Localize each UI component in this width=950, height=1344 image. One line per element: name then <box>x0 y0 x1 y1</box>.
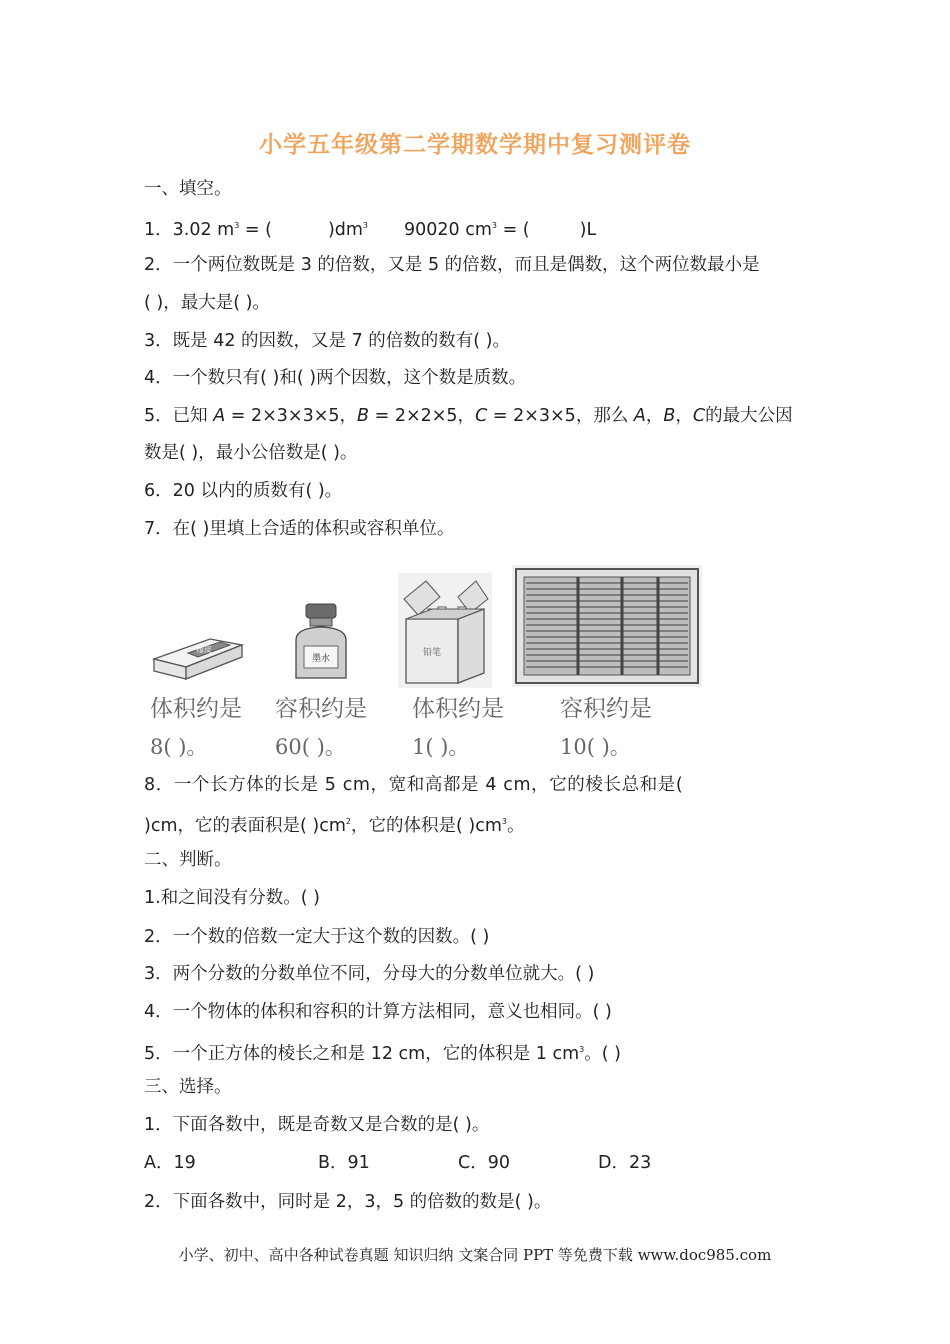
section-fill-heading: 一、填空。 <box>144 179 232 199</box>
figure-caption-2: 容积约是 <box>275 696 367 722</box>
fill-q2-line1: 2．一个两位数既是 3 的倍数，又是 5 的倍数，而且是偶数，这个两位数最小是 <box>144 255 760 275</box>
fill-q8-text-2: ，它的体积是( )cm <box>350 816 502 836</box>
cabinet-illustration <box>512 565 702 687</box>
fill-q2-line2: ( )，最大是( )。 <box>144 293 270 313</box>
choice-option-a: A．19 <box>144 1153 196 1173</box>
section-judge-heading: 二、判断。 <box>144 850 232 870</box>
fill-q8-text-1: )cm，它的表面积是( )cm <box>144 816 346 836</box>
fill-q5-text-5: ， <box>645 406 664 426</box>
fill-q8-sup-2: 2 <box>345 817 351 826</box>
figure-caption-4: 容积约是 <box>560 696 652 722</box>
figure-value-3: 1( )。 <box>412 735 470 759</box>
choice-option-c: C．90 <box>458 1153 510 1173</box>
fill-q1-part-f: )L <box>579 220 597 240</box>
eraser-illustration <box>148 615 248 685</box>
pencil-box-illustration <box>398 573 492 688</box>
section-choice-heading: 三、选择。 <box>144 1077 232 1097</box>
fill-q1-sup-3: 3 <box>491 221 498 230</box>
fill-q8-line1: 8．一个长方体的长是 5 cm，宽和高都是 4 cm，它的棱长总和是( <box>144 775 684 795</box>
var-a: A <box>213 406 226 426</box>
judge-q4: 4．一个物体的体积和容积的计算方法相同，意义也相同。( ) <box>144 1002 612 1022</box>
page-title: 小学五年级第二学期数学期中复习测评卷 <box>259 132 691 158</box>
judge-q5-text-1: 5．一个正方体的棱长之和是 12 cm，它的体积是 1 cm <box>144 1044 580 1064</box>
fill-q5-text-4: = 2×3×5，那么 <box>487 406 634 426</box>
fill-q5-text-2: = 2×3×3×5， <box>225 406 358 426</box>
choice-q1-options <box>144 1151 651 1175</box>
fill-q3: 3．既是 42 的因数，又是 7 的倍数的数有( )。 <box>144 331 511 351</box>
fill-q5-text-1: 5．已知 <box>144 406 214 426</box>
fill-q8-text-3: 。 <box>506 816 525 836</box>
fill-q1-sup-1: 3 <box>234 221 240 230</box>
fill-q1-part-b: = ( <box>239 220 272 240</box>
var-c: C <box>475 406 488 426</box>
fill-q8-line2 <box>144 810 524 838</box>
judge-q3: 3．两个分数的分数单位不同，分母大的分数单位就大。( ) <box>144 964 595 984</box>
fill-q4: 4．一个数只有( )和( )两个因数，这个数是质数。 <box>144 368 527 388</box>
judge-q1: 1.和之间没有分数。( ) <box>144 888 320 908</box>
choice-q1: 1．下面各数中，既是奇数又是合数的是( )。 <box>144 1115 490 1135</box>
fill-q1-part-a: 1．3.02 m <box>144 220 235 240</box>
eraser-label: 橡皮 <box>196 645 212 654</box>
fill-q1-part-c: )dm <box>327 220 363 240</box>
fill-q5-text-7: 的最大公因 <box>705 406 793 426</box>
choice-option-b: B．91 <box>318 1153 370 1173</box>
fill-q8-sup-3: 3 <box>501 817 507 826</box>
figure-value-1: 8( )。 <box>150 735 208 759</box>
judge-q5-text-2: 。( ) <box>584 1044 621 1064</box>
fill-q1-part-d: 90020 cm <box>404 220 492 240</box>
figure-value-2: 60( )。 <box>275 735 346 759</box>
fill-q6: 6．20 以内的质数有( )。 <box>144 481 343 501</box>
fill-q5-text-6: ， <box>675 406 693 426</box>
var-a-2: A <box>633 406 646 426</box>
fill-q7: 7．在( )里填上合适的体积或容积单位。 <box>144 519 455 539</box>
judge-q5 <box>144 1038 621 1066</box>
judge-q2: 2．一个数的倍数一定大于这个数的因数。( ) <box>144 927 490 947</box>
judge-q5-sup: 3 <box>579 1045 585 1054</box>
var-b-2: B <box>663 406 676 426</box>
fill-q1 <box>144 214 596 242</box>
fill-q5-text-3: = 2×2×5， <box>369 406 476 426</box>
var-b: B <box>357 406 370 426</box>
figure-value-4: 10( )。 <box>560 735 631 759</box>
var-c-2: C <box>692 406 706 426</box>
page-footer: 小学、初中、高中各种试卷真题 知识归纳 文案合同 PPT 等免费下载 www.doc985.com <box>178 1246 772 1264</box>
figure-caption-3: 体积约是 <box>412 696 504 722</box>
pencil-label: 铅笔 <box>422 648 442 658</box>
ink-label: 墨水 <box>311 654 331 664</box>
fill-q5-line2: 数是( )，最小公倍数是( )。 <box>144 443 358 463</box>
fill-q5-line1 <box>144 404 793 428</box>
ink-bottle-illustration <box>282 600 362 685</box>
choice-option-d: D．23 <box>598 1153 652 1173</box>
choice-q2: 2．下面各数中，同时是 2，3，5 的倍数的数是( )。 <box>144 1192 552 1212</box>
fill-q1-sup-2: 3 <box>362 221 369 230</box>
figure-caption-1: 体积约是 <box>150 696 242 722</box>
fill-q1-part-e: = ( <box>497 220 530 240</box>
